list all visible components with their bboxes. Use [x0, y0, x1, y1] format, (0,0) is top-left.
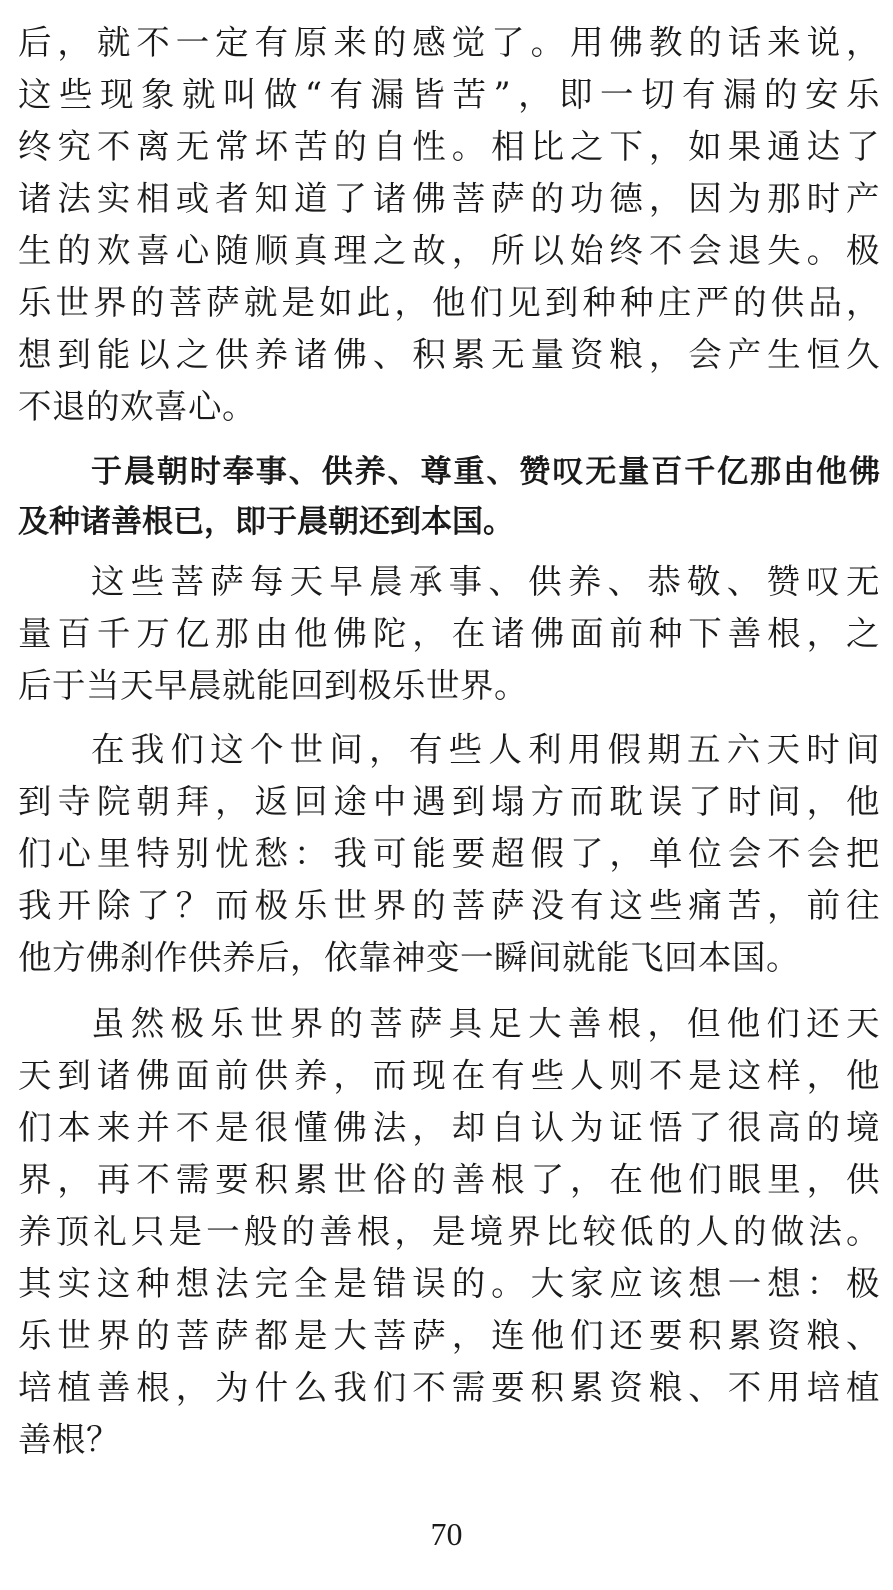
text-line: 在我们这个世间，有些人利用假期五六天时间 [91, 730, 880, 769]
text-line: 后，就不一定有原来的感觉了。用佛教的话来说， [18, 23, 880, 62]
sutra-line: 及种诸善根已，即于晨朝还到本国。 [18, 504, 514, 540]
commentary-paragraph-5 [18, 998, 880, 1466]
text-line: 乐世界的菩萨都是大菩萨，连他们还要积累资粮、 [18, 1316, 880, 1355]
text-line: 培植善根，为什么我们不需要积累资粮、不用培植 [18, 1368, 880, 1407]
sutra-quote [18, 447, 880, 547]
text-line: 善根？ [18, 1420, 120, 1459]
text-line: 乐世界的菩萨就是如此，他们见到种种庄严的供品， [18, 283, 880, 322]
text-line: 他方佛刹作供养后，依靠神变一瞬间就能飞回本国。 [18, 938, 800, 977]
page-number: 70 [430, 1516, 463, 1552]
sutra-line: 于晨朝时奉事、供养、尊重、赞叹无量百千亿那由他佛 [91, 454, 880, 490]
commentary-paragraph-3 [18, 556, 880, 712]
commentary-paragraph-4 [18, 724, 880, 984]
text-line: 想到能以之供养诸佛、积累无量资粮，会产生恒久 [18, 335, 880, 374]
text-line: 们本来并不是很懂佛法，却自认为证悟了很高的境 [18, 1108, 880, 1147]
text-line: 们心里特别忧愁：我可能要超假了，单位会不会把 [18, 834, 880, 873]
text-line: 其实这种想法完全是错误的。大家应该想一想：极 [18, 1264, 880, 1303]
text-line: 到寺院朝拜，返回途中遇到塌方而耽误了时间，他 [18, 782, 880, 821]
text-line: 诸法实相或者知道了诸佛菩萨的功德，因为那时产 [18, 179, 880, 218]
commentary-paragraph-1 [18, 17, 880, 433]
text-line: 虽然极乐世界的菩萨具足大善根，但他们还天 [91, 1004, 880, 1043]
text-line: 后于当天早晨就能回到极乐世界。 [18, 666, 528, 705]
text-line: 我开除了？而极乐世界的菩萨没有这些痛苦，前往 [18, 886, 880, 925]
text-line: 生的欢喜心随顺真理之故，所以始终不会退失。极 [18, 231, 880, 270]
text-line: 界，再不需要积累世俗的善根了，在他们眼里，供 [18, 1160, 880, 1199]
text-line: 这些菩萨每天早晨承事、供养、恭敬、赞叹无 [91, 562, 880, 601]
text-line: 终究不离无常坏苦的自性。相比之下，如果通达了 [18, 127, 880, 166]
text-line: 量百千万亿那由他佛陀，在诸佛面前种下善根，之 [18, 614, 880, 653]
text-line: 不退的欢喜心。 [18, 387, 256, 426]
text-line: 天到诸佛面前供养，而现在有些人则不是这样，他 [18, 1056, 880, 1095]
text-line: 养顶礼只是一般的善根，是境界比较低的人的做法。 [18, 1212, 880, 1251]
text-line: 这些现象就叫做“有漏皆苦”，即一切有漏的安乐 [18, 75, 880, 114]
